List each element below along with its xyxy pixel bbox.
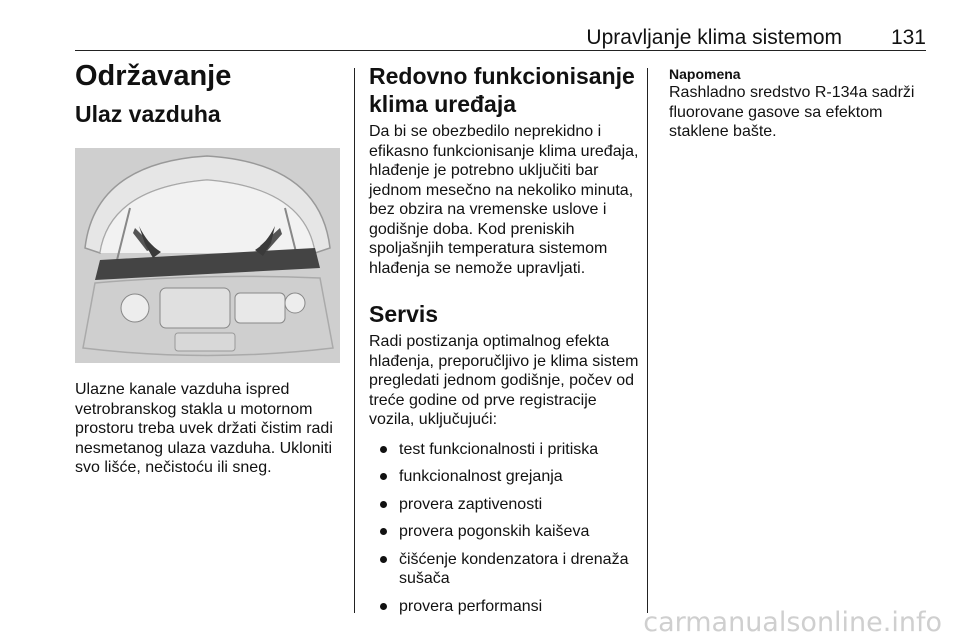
section-title: Održavanje <box>75 60 232 92</box>
watermark: carmanualsonline.info <box>643 607 942 638</box>
column-divider-left <box>354 68 355 613</box>
heading-service: Servis <box>369 301 439 327</box>
service-checklist <box>369 440 641 617</box>
list-item: provera zaptivenosti <box>369 495 641 515</box>
note-text: Rashladno sredstvo R-134a sadrži fluorovane gasove sa efektom staklene bašte. <box>669 84 915 140</box>
page-number: 131 <box>890 26 926 49</box>
subsection-title: Ulaz vazduha <box>75 101 221 127</box>
header-title: Upravljanje klima sistemom <box>586 26 842 49</box>
list-item: čišćenje kondenzatora i drenaža sušača <box>369 550 641 589</box>
heading-regular-operation: Redovno funkcionisanje klima uređaja <box>369 63 635 117</box>
air-inlet-text: Ulazne kanale vazduha ispred vetrobranskog stakla u motornom prostoru treba uvek držati čistim radi nesmetanog ulaza vazduha. Ukloniti svo lišće, nečistoću ili sneg. <box>75 381 333 476</box>
column-middle <box>369 62 641 624</box>
note-title: Napomena <box>669 66 741 82</box>
regular-operation-text: Da bi se obezbedilo neprekidno i efikasno funkcionisanje klima uređaja, hlađenje je potrebno uključiti bar jednom mesečno na nekoliko minuta, bez obzira na vremenske uslove i godišnje doba. Kod preniskih spoljašnjih temperatura sistemom hlađenja se nemože upravljati. <box>369 123 639 277</box>
list-item: funkcionalnost grejanja <box>369 467 641 487</box>
page-header <box>75 26 926 50</box>
column-left <box>75 58 340 478</box>
list-item: provera pogonskih kaiševa <box>369 522 641 542</box>
service-text: Radi postizanja optimalnog efekta hlađenja, preporučljivo je klima sistem pregledati jednom godišnje, počev od treće godine od prve registracije vozila, uključujući: <box>369 333 639 428</box>
header-rule <box>75 50 926 51</box>
column-right <box>669 66 929 142</box>
engine-bay-drawing <box>75 148 340 363</box>
list-item: test funkcionalnosti i pritiska <box>369 440 641 460</box>
column-divider-right <box>647 68 648 613</box>
engine-bay-illustration <box>75 148 340 363</box>
list-item: provera performansi <box>369 597 641 617</box>
